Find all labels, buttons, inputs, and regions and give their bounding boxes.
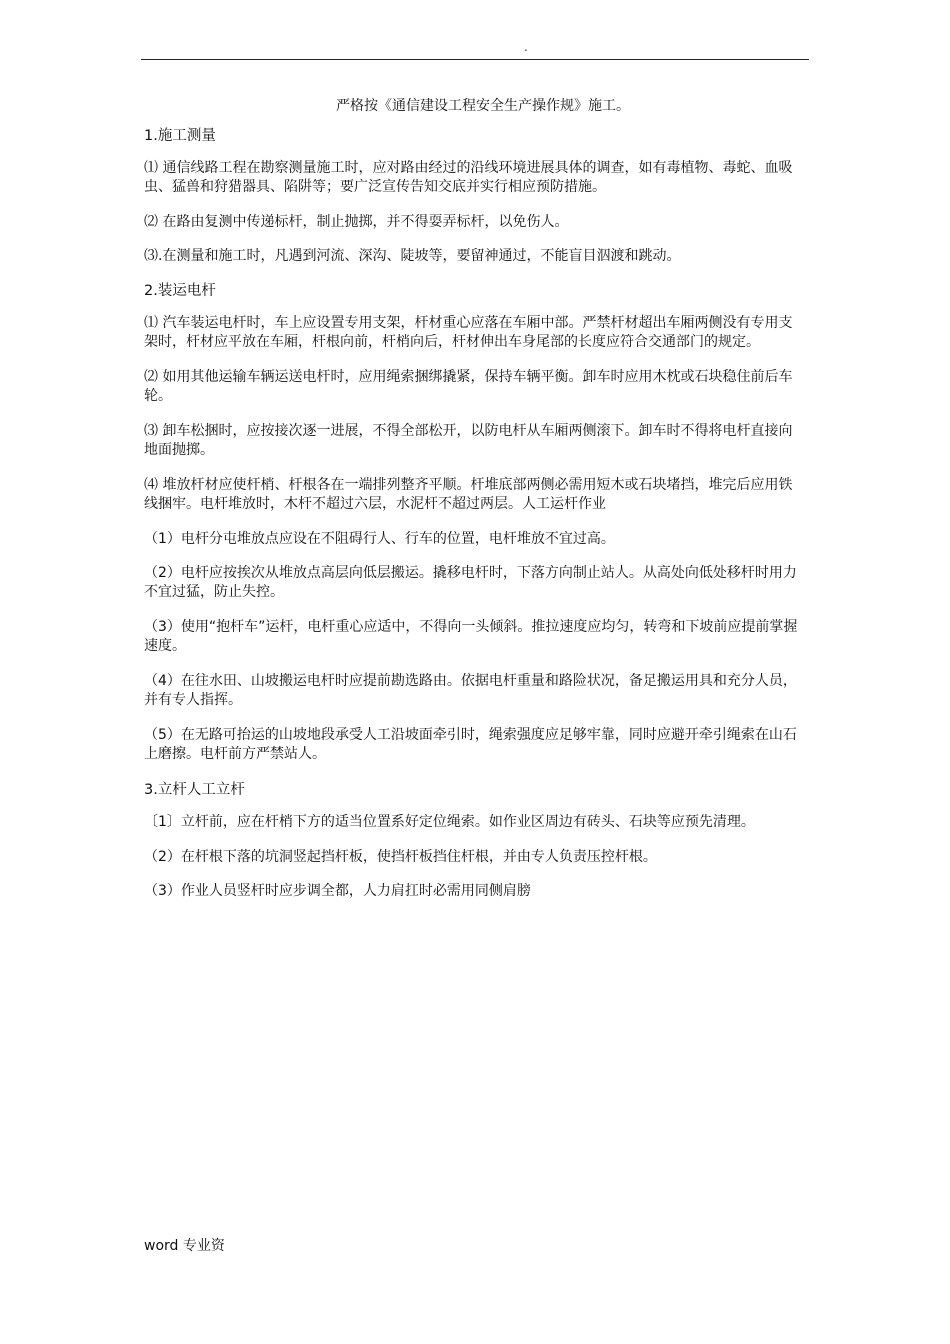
paragraph: （2）在杆根下落的坑洞竖起挡杆板，使挡杆板挡住杆根，并由专人负责压控杆根。 [144,849,657,865]
paragraph: （3）使用“抱杆车”运杆，电杆重心应适中，不得向一头倾斜。推拉速度应均匀，转弯和下坡前应提前掌握速度。 [144,619,798,654]
document-body [144,96,804,916]
paragraph: （3）作业人员竖杆时应步调全都，人力肩扛时必需用同侧肩膀 [144,883,531,899]
paragraph: ⑶.在测量和施工时，凡遇到河流、深沟、陡坡等，要留神通过，不能盲目泅渡和跳动。 [144,248,681,264]
document-title: 严格按《通信建设工程安全生产操作规》施工。 [336,98,630,114]
paragraph: ⑴ 通信线路工程在勘察测量施工时，应对路由经过的沿线环境进展具体的调查，如有毒植物、毒蛇、血吸虫、猛兽和狩猎器具、陷阱等；要广泛宣传告知交底并实行相应预防措施。 [144,160,793,195]
paragraph: ⑴ 汽车装运电杆时，车上应设置专用支架，杆材重心应落在车厢中部。严禁杆材超出车厢两侧没有专用支架时，杆材应平放在车厢，杆根向前，杆梢向后，杆材伸出车身尾部的长度应符合交通部门的规定。 [144,315,793,350]
section-heading-survey: 1.施工测量 [144,128,216,144]
paragraph: ⑵ 在路由复测中传递标杆，制止抛掷，并不得耍弄标杆，以免伤人。 [144,214,569,230]
paragraph: （4）在往水田、山坡搬运电杆时应提前勘选路由。依据电杆重量和路险状况，备足搬运用具和充分人员，并有专人指挥。 [144,673,797,708]
paragraph: ⑷ 堆放杆材应使杆梢、杆根各在一端排列整齐平顺。杆堆底部两侧必需用短木或石块堵挡，堆完后应用铁线捆牢。电杆堆放时，木杆不超过六层，水泥杆不超过两层。人工运杆作业 [144,477,793,512]
section-heading-transport: 2.装运电杆 [144,283,216,299]
paragraph: （1）电杆分屯堆放点应设在不阻碍行人、行车的位置，电杆堆放不宜过高。 [144,531,615,547]
section-heading-pole-erection: 3.立杆人工立杆 [144,782,245,798]
header-dot: . [524,40,528,54]
paragraph: ⑶ 卸车松捆时，应按接次逐一进展，不得全部松开，以防电杆从车厢两侧滚下。卸车时不得将电杆直接向地面抛掷。 [144,423,793,458]
header-rule [141,59,809,60]
paragraph: （2）电杆应按挨次从堆放点高层向低层搬运。撬移电杆时，下落方向制止站人。从高处向低处移杆时用力不宜过猛，防止失控。 [144,565,797,600]
paragraph: 〔1〕立杆前，应在杆梢下方的适当位置系好定位绳索。如作业区周边有砖头、石块等应预先清理。 [144,814,755,830]
paragraph: （5）在无路可抬运的山坡地段承受人工沿坡面牵引时，绳索强度应足够牢靠，同时应避开牵引绳索在山石上磨擦。电杆前方严禁站人。 [144,727,797,762]
paragraph: ⑵ 如用其他运输车辆运送电杆时，应用绳索捆绑撬紧，保持车辆平衡。卸车时应用木枕或石块稳住前后车轮。 [144,369,793,404]
footer-text: word 专业资 [144,1238,225,1254]
